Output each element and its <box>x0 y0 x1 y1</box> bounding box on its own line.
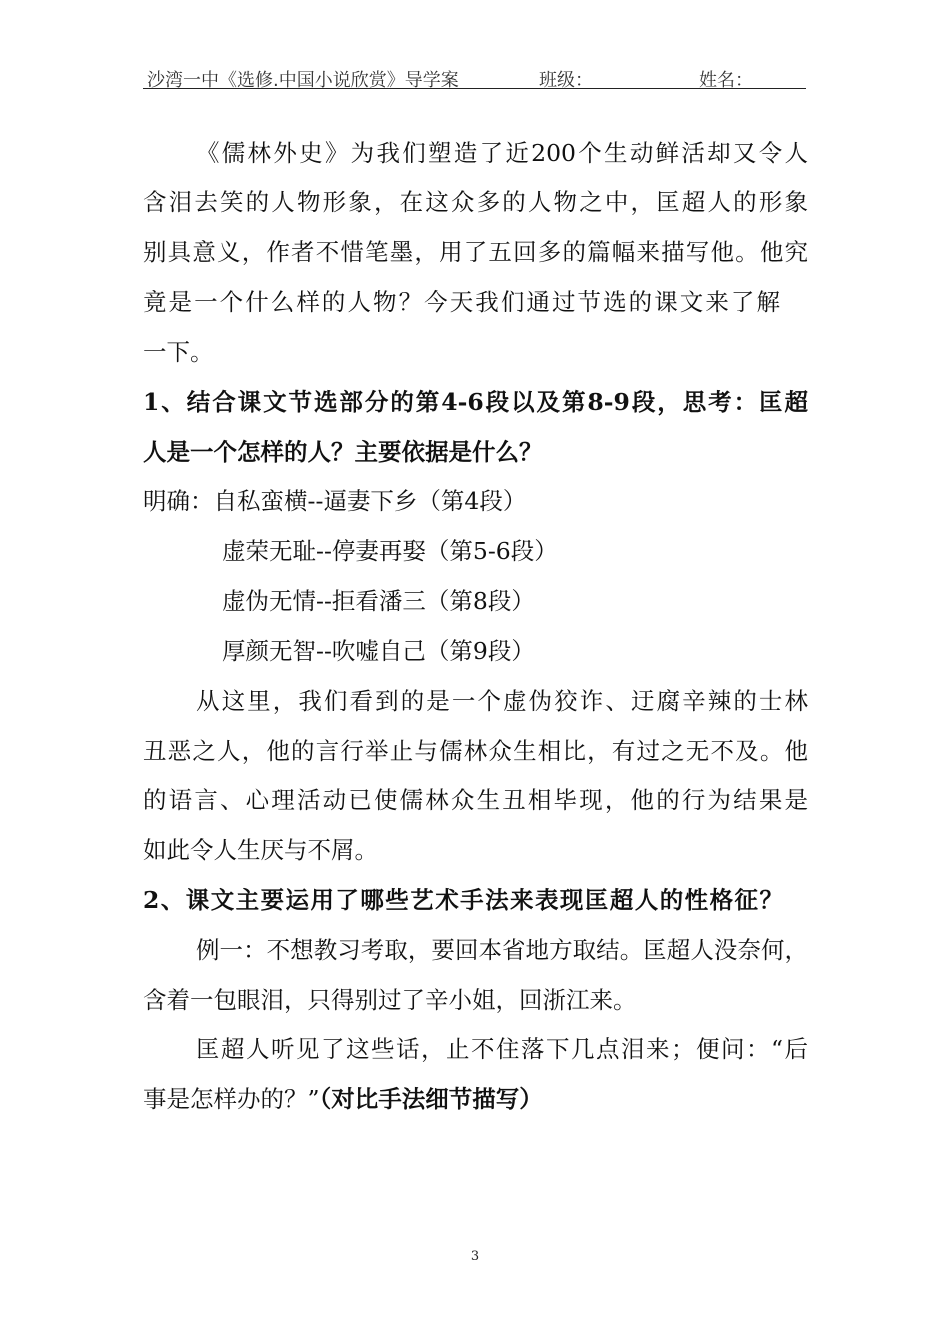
example-2-line-1: 匡超人听见了这些话，止不住落下几点泪来；便问：“后 <box>196 1035 808 1063</box>
example-2-text: 事是怎样办的？” <box>143 1085 320 1113</box>
intro-line-2: 含泪去笑的人物形象，在这众多的人物之中，匡超人的形象 <box>143 188 808 216</box>
paragraph-2-line-2: 丑恶之人，他的言行举止与儒林众生相比，有过之无不及。他 <box>143 737 808 765</box>
answer-line-3: 虚伪无情--拒看潘三（第8段） <box>222 587 535 615</box>
intro-line-3: 别具意义，作者不惜笔墨，用了五回多的篇幅来描写他。他究 <box>143 238 808 266</box>
answer-line-2: 虚荣无耻--停妻再娶（第5-6段） <box>222 537 558 565</box>
answer-line-1: 明确：自私蛮横--逼妻下乡（第4段） <box>143 487 527 515</box>
question-1-line-1: 1、结合课文节选部分的第4-6段以及第8-9段，思考：匡超 <box>143 388 808 416</box>
paragraph-2-line-4: 如此令人生厌与不屑。 <box>143 836 378 864</box>
intro-line-4: 竟是一个什么样的人物？今天我们通过节选的课文来了解 <box>143 288 780 316</box>
example-2-line-2 <box>143 1084 808 1114</box>
page-header <box>143 66 806 89</box>
paragraph-2-line-3: 的语言、心理活动已使儒林众生丑相毕现，他的行为结果是 <box>143 786 808 814</box>
header-name-label: 姓名： <box>699 70 753 91</box>
header-class-label: 班级： <box>539 70 593 91</box>
answer-line-4: 厚颜无智--吹嘘自己（第9段） <box>222 637 535 665</box>
question-1-line-2: 人是一个怎样的人？主要依据是什么？ <box>143 438 543 466</box>
paragraph-2-line-1: 从这里，我们看到的是一个虚伪狡诈、迂腐辛辣的士林 <box>196 687 808 715</box>
intro-line-1: 《儒林外史》为我们塑造了近200个生动鲜活却又令人 <box>196 139 808 167</box>
header-title: 沙湾一中《选修.中国小说欣赏》导学案 <box>147 70 459 91</box>
example-1-line-2: 含着一包眼泪，只得别过了辛小姐，回浙江来。 <box>143 986 637 1014</box>
example-1-line-1: 例一：不想教习考取，要回本省地方取结。匡超人没奈何， <box>196 936 808 964</box>
intro-line-5: 一下。 <box>143 338 214 366</box>
technique-note: （对比手法细节描写） <box>319 1085 543 1113</box>
page-number: 3 <box>470 1249 480 1264</box>
question-2: 2、课文主要运用了哪些艺术手法来表现匡超人的性格征？ <box>143 886 783 914</box>
